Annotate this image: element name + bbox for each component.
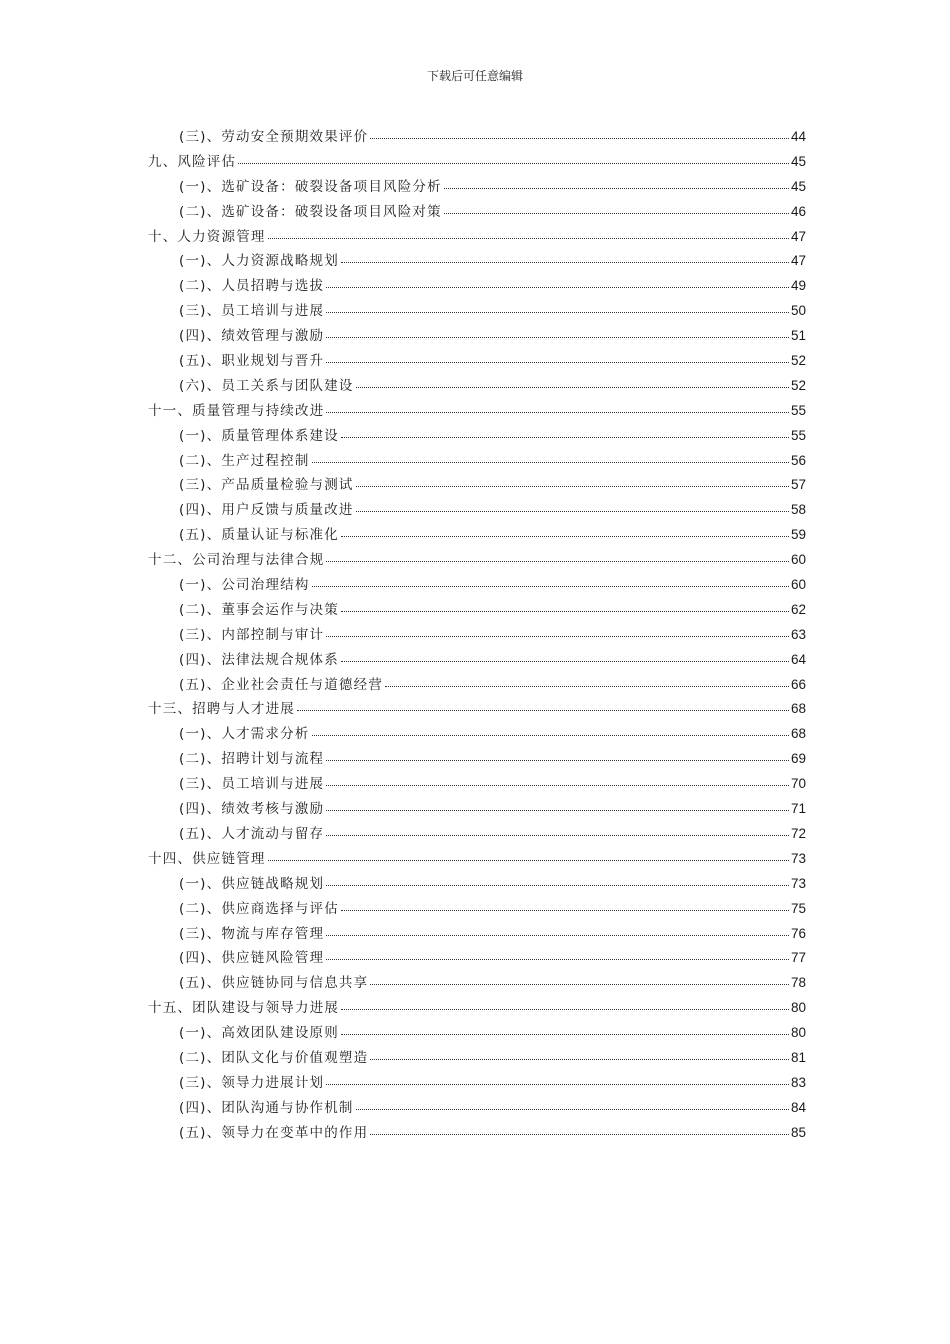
toc-entry-title: (六)、员工关系与团队建设 [179, 377, 354, 394]
toc-section-entry[interactable] [148, 299, 806, 324]
toc-dot-leader [341, 535, 789, 537]
toc-dot-leader [238, 162, 789, 164]
toc-entry-page-number: 52 [790, 377, 806, 393]
toc-entry-page-number: 72 [790, 825, 806, 841]
toc-entry-title: (一)、供应链战略规划 [179, 875, 325, 892]
toc-section-entry[interactable] [148, 673, 806, 698]
toc-dot-leader [326, 759, 789, 761]
toc-entry-page-number: 60 [790, 577, 806, 593]
toc-entry-page-number: 84 [790, 1099, 806, 1115]
toc-entry-title: (四)、供应链风险管理 [179, 950, 325, 967]
toc-entry-page-number: 81 [790, 1049, 806, 1065]
toc-section-entry[interactable] [148, 946, 806, 971]
toc-dot-leader [370, 1133, 789, 1135]
toc-dot-leader [326, 958, 789, 960]
toc-section-entry[interactable] [148, 498, 806, 523]
toc-section-entry[interactable] [148, 449, 806, 474]
toc-section-entry[interactable] [148, 797, 806, 822]
toc-section-entry[interactable] [148, 1096, 806, 1121]
toc-dot-leader [326, 934, 789, 936]
toc-dot-leader [312, 461, 789, 463]
toc-section-entry[interactable] [148, 1071, 806, 1096]
toc-dot-leader [356, 510, 789, 512]
toc-entry-title: 十一、质量管理与持续改进 [148, 402, 325, 419]
toc-dot-leader [297, 709, 789, 711]
toc-entry-title: (二)、供应商选择与评估 [179, 900, 339, 917]
toc-section-entry[interactable] [148, 897, 806, 922]
toc-entry-page-number: 76 [790, 925, 806, 941]
toc-entry-title: (五)、人才流动与留存 [179, 825, 325, 842]
toc-dot-leader [312, 734, 789, 736]
toc-entry-title: (二)、生产过程控制 [179, 452, 310, 469]
toc-entry-title: (五)、质量认证与标准化 [179, 527, 339, 544]
toc-section-entry[interactable] [148, 573, 806, 598]
toc-entry-page-number: 50 [790, 303, 806, 319]
toc-dot-leader [341, 261, 789, 263]
toc-dot-leader [326, 784, 789, 786]
toc-entry-title: 十五、团队建设与领导力进展 [148, 1000, 340, 1017]
toc-entry-title: (二)、选矿设备：破裂设备项目风险对策 [179, 203, 442, 220]
toc-section-entry[interactable] [148, 125, 806, 150]
toc-entry-page-number: 68 [790, 726, 806, 742]
toc-entry-page-number: 51 [790, 328, 806, 344]
toc-entry-title: (四)、绩效管理与激励 [179, 328, 325, 345]
toc-entry-title: (三)、领导力进展计划 [179, 1074, 325, 1091]
toc-entry-page-number: 64 [790, 651, 806, 667]
toc-chapter-entry[interactable] [148, 548, 806, 573]
toc-entry-title: (四)、法律法规合规体系 [179, 651, 339, 668]
toc-entry-title: 九、风险评估 [148, 153, 237, 170]
toc-dot-leader [312, 585, 789, 587]
toc-entry-title: (三)、物流与库存管理 [179, 925, 325, 942]
toc-section-entry[interactable] [148, 1121, 806, 1146]
toc-entry-title: (二)、招聘计划与流程 [179, 751, 325, 768]
toc-entry-page-number: 80 [790, 1025, 806, 1041]
toc-section-entry[interactable] [148, 598, 806, 623]
toc-entry-title: (四)、团队沟通与协作机制 [179, 1099, 354, 1116]
toc-dot-leader [268, 859, 789, 861]
toc-entry-page-number: 56 [790, 452, 806, 468]
toc-entry-title: (二)、董事会运作与决策 [179, 601, 339, 618]
toc-dot-leader [341, 660, 789, 662]
toc-dot-leader [356, 386, 789, 388]
toc-dot-leader [385, 685, 789, 687]
toc-dot-leader [341, 909, 789, 911]
toc-dot-leader [268, 237, 789, 239]
toc-entry-page-number: 70 [790, 776, 806, 792]
toc-entry-page-number: 55 [790, 427, 806, 443]
toc-section-entry[interactable] [148, 922, 806, 947]
toc-dot-leader [370, 137, 789, 139]
toc-chapter-entry[interactable] [148, 847, 806, 872]
toc-entry-title: 十四、供应链管理 [148, 850, 266, 867]
toc-chapter-entry[interactable] [148, 150, 806, 175]
toc-entry-page-number: 52 [790, 353, 806, 369]
toc-entry-title: (一)、公司治理结构 [179, 577, 310, 594]
toc-entry-title: (五)、供应链协同与信息共享 [179, 975, 369, 992]
toc-entry-title: (二)、人员招聘与选拔 [179, 278, 325, 295]
toc-entry-title: (一)、选矿设备：破裂设备项目风险分析 [179, 178, 442, 195]
toc-entry-page-number: 68 [790, 701, 806, 717]
toc-entry-page-number: 80 [790, 1000, 806, 1016]
toc-dot-leader [326, 560, 789, 562]
toc-entry-page-number: 78 [790, 975, 806, 991]
toc-entry-title: 十三、招聘与人才进展 [148, 701, 295, 718]
toc-entry-title: (三)、劳动安全预期效果评价 [179, 129, 369, 145]
toc-section-entry[interactable] [148, 523, 806, 548]
toc-entry-title: (三)、员工培训与进展 [179, 303, 325, 320]
toc-entry-page-number: 58 [790, 502, 806, 518]
toc-dot-leader [326, 834, 789, 836]
toc-section-entry[interactable] [148, 200, 806, 225]
toc-entry-page-number: 85 [790, 1124, 806, 1140]
toc-entry-title: (一)、质量管理体系建设 [179, 427, 339, 444]
toc-section-entry[interactable] [148, 872, 806, 897]
toc-dot-leader [341, 436, 789, 438]
toc-entry-title: (三)、内部控制与审计 [179, 626, 325, 643]
toc-section-entry[interactable] [148, 1046, 806, 1071]
toc-entry-page-number: 71 [790, 801, 806, 817]
toc-section-entry[interactable] [148, 349, 806, 374]
toc-entry-page-number: 47 [790, 253, 806, 269]
toc-entry-page-number: 47 [790, 228, 806, 244]
toc-section-entry[interactable] [148, 822, 806, 847]
toc-section-entry[interactable] [148, 274, 806, 299]
toc-entry-page-number: 62 [790, 601, 806, 617]
toc-dot-leader [326, 311, 789, 313]
toc-dot-leader [341, 1008, 789, 1010]
toc-section-entry[interactable] [148, 374, 806, 399]
toc-entry-title: (四)、用户反馈与质量改进 [179, 502, 354, 519]
toc-entry-page-number: 45 [790, 153, 806, 169]
toc-dot-leader [326, 411, 789, 413]
toc-entry-page-number: 46 [790, 203, 806, 219]
toc-section-entry[interactable] [148, 971, 806, 996]
toc-section-entry[interactable] [148, 648, 806, 673]
toc-section-entry[interactable] [148, 772, 806, 797]
toc-entry-page-number: 69 [790, 751, 806, 767]
toc-entry-title: (五)、职业规划与晋升 [179, 353, 325, 370]
toc-section-entry[interactable] [148, 722, 806, 747]
toc-dot-leader [444, 187, 789, 189]
toc-dot-leader [370, 1058, 789, 1060]
toc-dot-leader [326, 361, 789, 363]
toc-entry-page-number: 57 [790, 477, 806, 493]
toc-chapter-entry[interactable] [148, 697, 806, 722]
toc-entry-page-number: 73 [790, 850, 806, 866]
toc-entry-title: (五)、领导力在变革中的作用 [179, 1124, 369, 1141]
toc-entry-page-number: 77 [790, 950, 806, 966]
toc-entry-title: (一)、高效团队建设原则 [179, 1025, 339, 1042]
toc-entry-title: 十、人力资源管理 [148, 228, 266, 245]
toc-entry-title: 十二、公司治理与法律合规 [148, 552, 325, 569]
toc-section-entry[interactable] [148, 175, 806, 200]
toc-dot-leader [326, 1083, 789, 1085]
toc-dot-leader [326, 635, 789, 637]
toc-entry-page-number: 49 [790, 278, 806, 294]
toc-dot-leader [356, 485, 789, 487]
toc-dot-leader [326, 336, 789, 338]
toc-entry-title: (四)、绩效考核与激励 [179, 801, 325, 818]
toc-entry-page-number: 59 [790, 527, 806, 543]
toc-entry-page-number: 45 [790, 178, 806, 194]
toc-section-entry[interactable] [148, 473, 806, 498]
toc-dot-leader [326, 286, 789, 288]
toc-entry-page-number: 44 [790, 129, 806, 144]
table-of-contents [148, 125, 806, 1146]
toc-entry-page-number: 55 [790, 402, 806, 418]
toc-entry-page-number: 66 [790, 676, 806, 692]
toc-entry-page-number: 63 [790, 626, 806, 642]
toc-section-entry[interactable] [148, 249, 806, 274]
page-header: 下载后可任意编辑 [426, 69, 523, 83]
toc-chapter-entry[interactable] [148, 996, 806, 1021]
toc-chapter-entry[interactable] [148, 225, 806, 250]
toc-section-entry[interactable] [148, 424, 806, 449]
toc-dot-leader [370, 983, 789, 985]
toc-entry-page-number: 73 [790, 875, 806, 891]
toc-entry-page-number: 60 [790, 552, 806, 568]
toc-entry-page-number: 75 [790, 900, 806, 916]
toc-entry-title: (三)、员工培训与进展 [179, 776, 325, 793]
toc-dot-leader [341, 1033, 789, 1035]
toc-dot-leader [326, 809, 789, 811]
toc-entry-title: (二)、团队文化与价值观塑造 [179, 1049, 369, 1066]
toc-dot-leader [326, 884, 789, 886]
toc-section-entry[interactable] [148, 623, 806, 648]
toc-entry-title: (三)、产品质量检验与测试 [179, 477, 354, 494]
toc-section-entry[interactable] [148, 324, 806, 349]
toc-entry-title: (一)、人力资源战略规划 [179, 253, 339, 270]
toc-dot-leader [444, 212, 789, 214]
toc-section-entry[interactable] [148, 1021, 806, 1046]
toc-section-entry[interactable] [148, 747, 806, 772]
toc-entry-title: (五)、企业社会责任与道德经营 [179, 676, 384, 693]
toc-chapter-entry[interactable] [148, 399, 806, 424]
toc-dot-leader [341, 610, 789, 612]
toc-entry-title: (一)、人才需求分析 [179, 726, 310, 743]
toc-dot-leader [356, 1108, 789, 1110]
toc-entry-page-number: 83 [790, 1074, 806, 1090]
